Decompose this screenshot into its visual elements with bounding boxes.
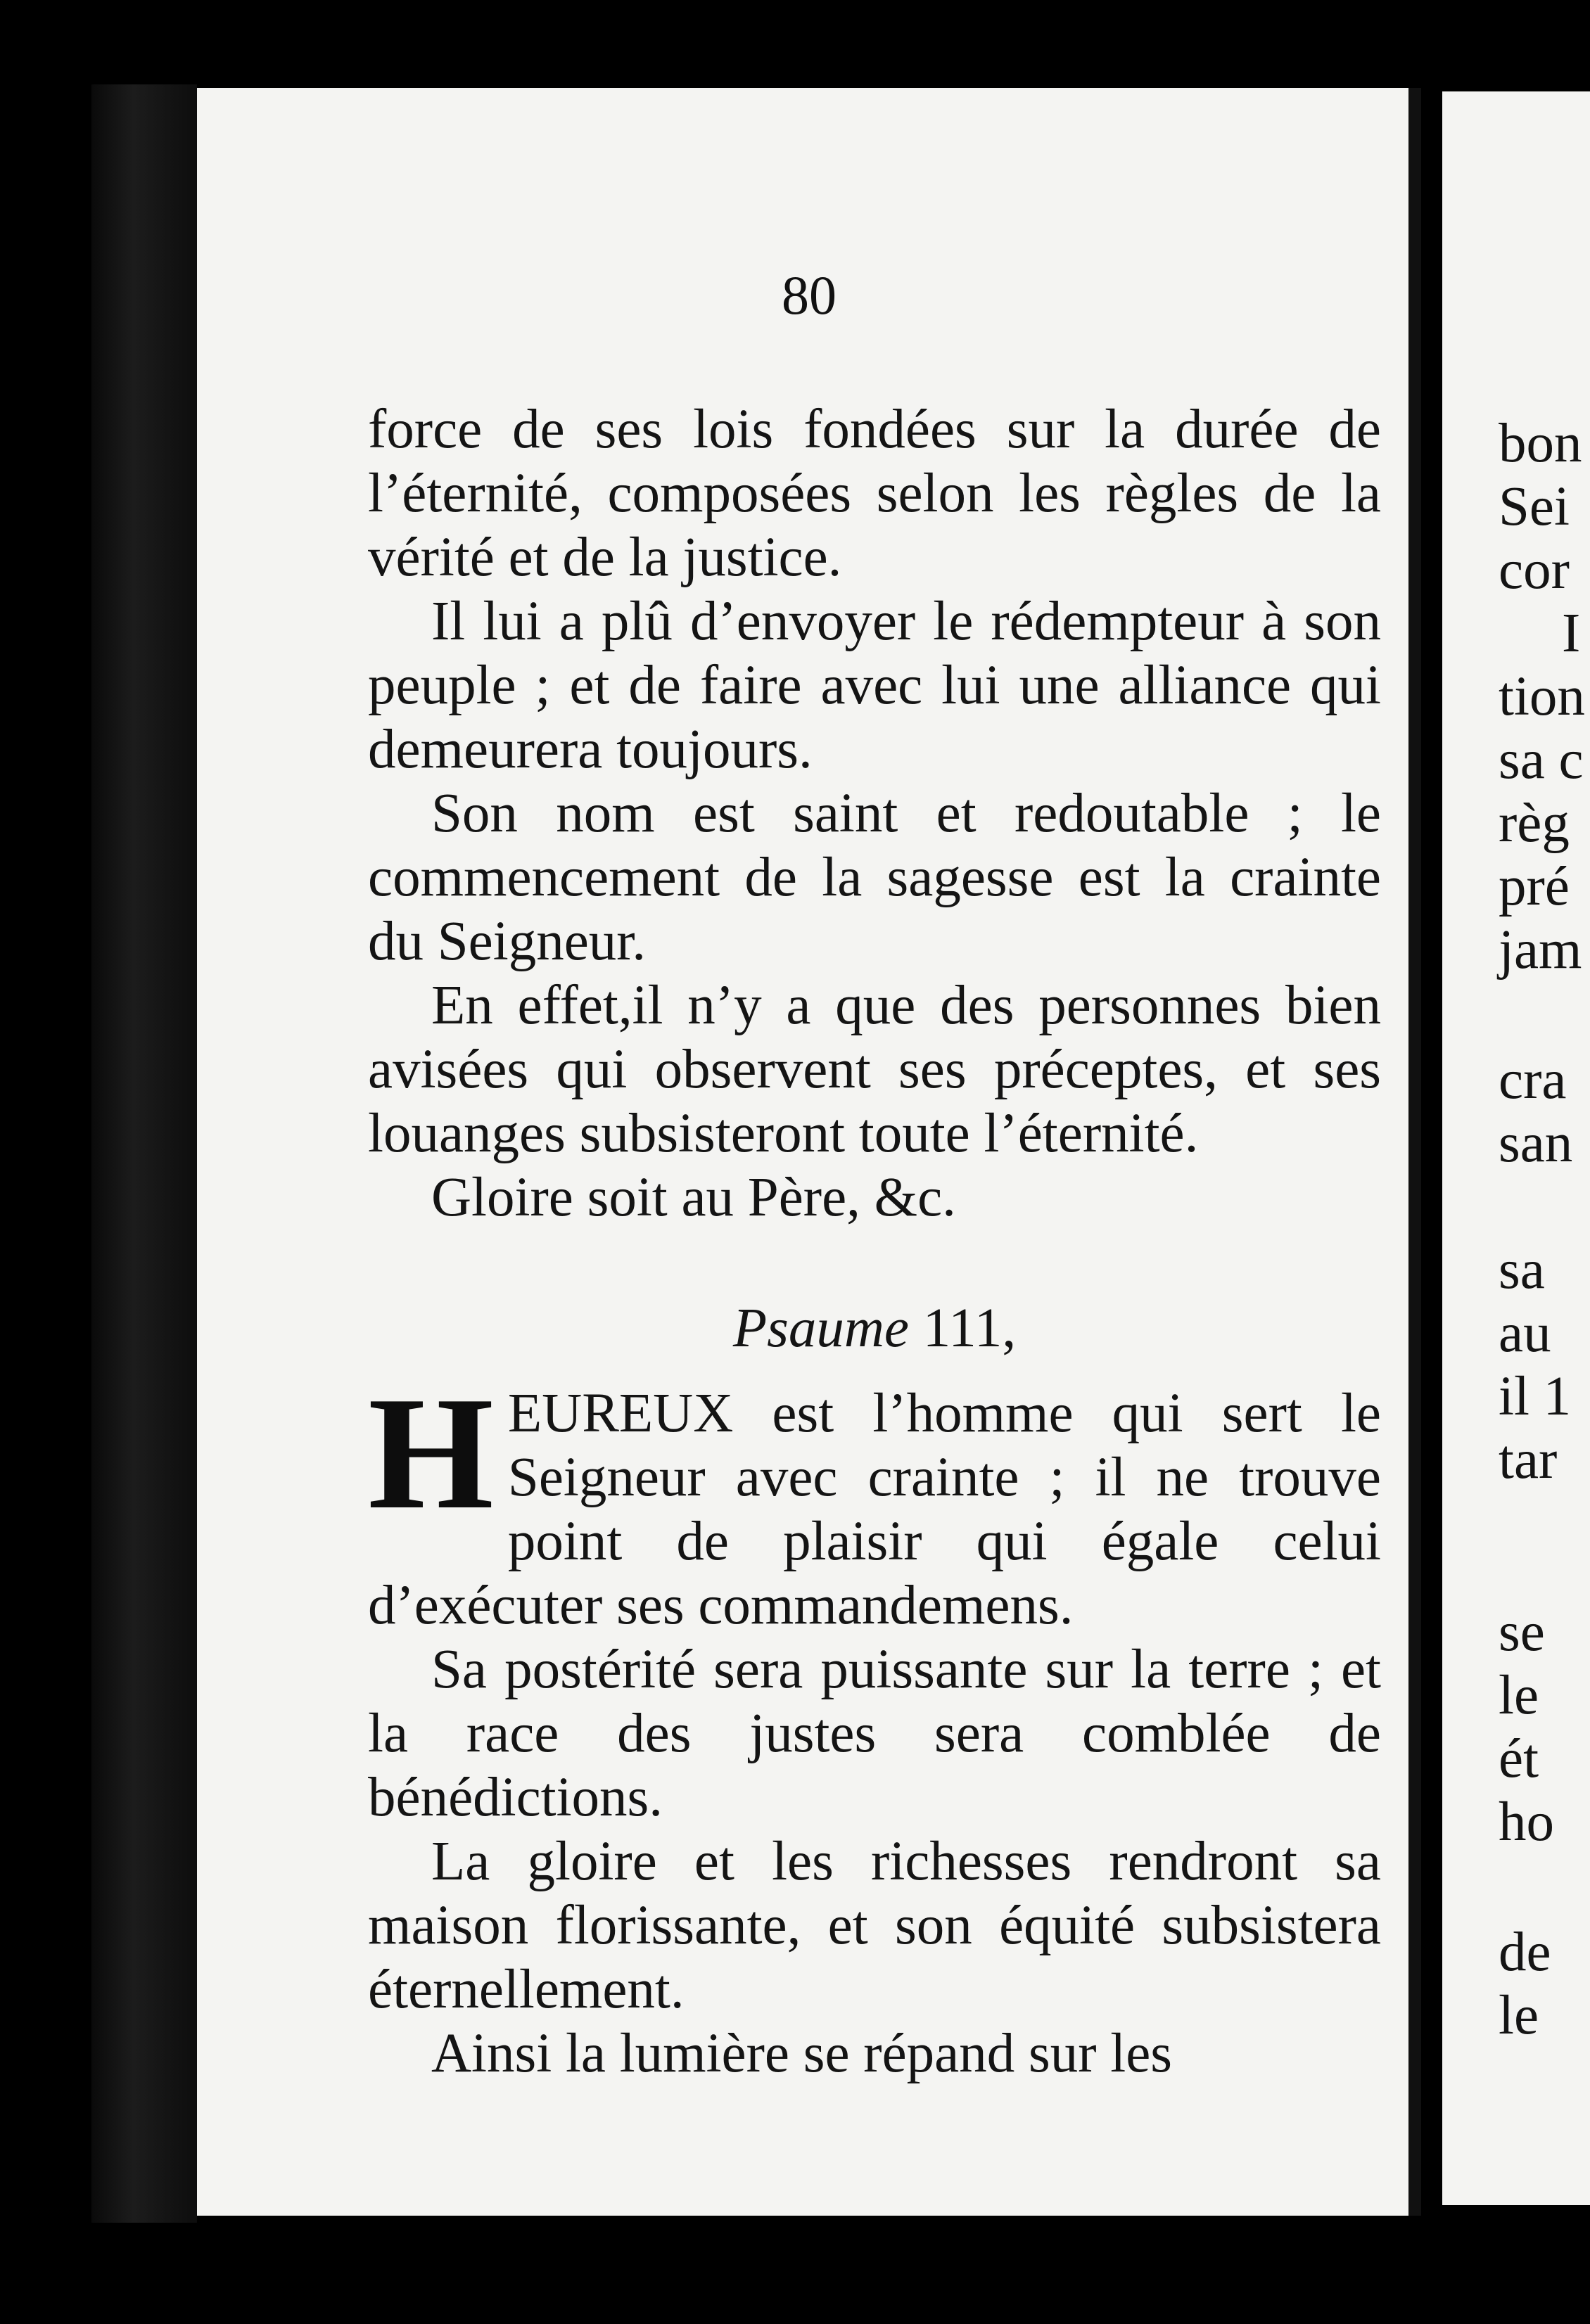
facing-page-fragment: il 1	[1499, 1366, 1572, 1427]
paragraph: Sa postérité sera puissante sur la terre ; et la race des justes sera comblée de bénédictions.	[368, 1639, 1381, 1828]
facing-page-fragment: ho	[1499, 1792, 1554, 1853]
facing-page-fragment: cra	[1499, 1049, 1567, 1111]
paragraph: En effet,il n’y a que des personnes bien avisées qui observent ses préceptes, et ses louanges subsisteront toute l’éternité.	[368, 975, 1381, 1164]
page-text	[368, 397, 1381, 2086]
facing-page-fragment: pré	[1499, 856, 1570, 917]
facing-page-fragment: tion	[1499, 666, 1585, 727]
facing-page-fragment: cor	[1499, 540, 1570, 601]
drop-cap-letter: H	[368, 1363, 494, 1543]
facing-page-fragment: se	[1499, 1602, 1545, 1663]
facing-page-fragment: jam	[1499, 919, 1582, 981]
dropcap-paragraph-text: EUREUX est l’homme qui sert le Seigneur avec crainte ; il ne trouve point de plaisir qui égale celui d’exécuter ses commandemens.	[368, 1383, 1381, 1636]
facing-page-fragment: règ	[1499, 793, 1570, 854]
paragraph: Il lui a plû d’envoyer le rédempteur à son peuple ; et de faire avec lui une alliance qui demeurera toujours.	[368, 591, 1381, 780]
facing-page-fragment: san	[1499, 1113, 1573, 1174]
paragraph: force de ses lois fondées sur la durée de l’éternité, composées selon les règles de la vérité et de la justice.	[368, 399, 1381, 588]
left-page	[197, 88, 1421, 2216]
facing-page	[1442, 91, 1590, 2205]
facing-page-fragment: tar	[1499, 1429, 1558, 1490]
facing-page-fragment: I	[1562, 603, 1581, 664]
facing-page-fragment: le	[1499, 1665, 1539, 1726]
facing-page-fragment: le	[1499, 1985, 1539, 2046]
page-number: 80	[782, 264, 837, 326]
facing-page-fragment: sa	[1499, 1239, 1545, 1301]
psalm-number: 111,	[922, 1298, 1017, 1359]
facing-page-fragment: bon	[1499, 413, 1582, 474]
paragraph: Gloire soit au Père, &c.	[431, 1167, 956, 1228]
facing-page-fragment: Sei	[1499, 476, 1570, 537]
facing-page-fragment: ét	[1499, 1728, 1539, 1789]
paragraph: Son nom est saint et redoutable ; le commencement de la sagesse est la crainte du Seigneur.	[368, 783, 1381, 972]
facing-page-fragment: au	[1499, 1303, 1551, 1364]
facing-page-fragment: sa c	[1499, 729, 1584, 791]
paragraph: Ainsi la lumière se répand sur les	[431, 2023, 1173, 2084]
psalm-heading	[368, 1296, 1381, 1360]
facing-page-fragment: de	[1499, 1922, 1551, 1983]
book-spine	[91, 84, 197, 2223]
paragraph: La gloire et les richesses rendront sa maison florissante, et son équité subsistera éternellement.	[368, 1831, 1381, 2020]
dropcap-paragraph	[368, 1363, 1381, 1637]
psalm-word: Psaume	[732, 1298, 909, 1359]
